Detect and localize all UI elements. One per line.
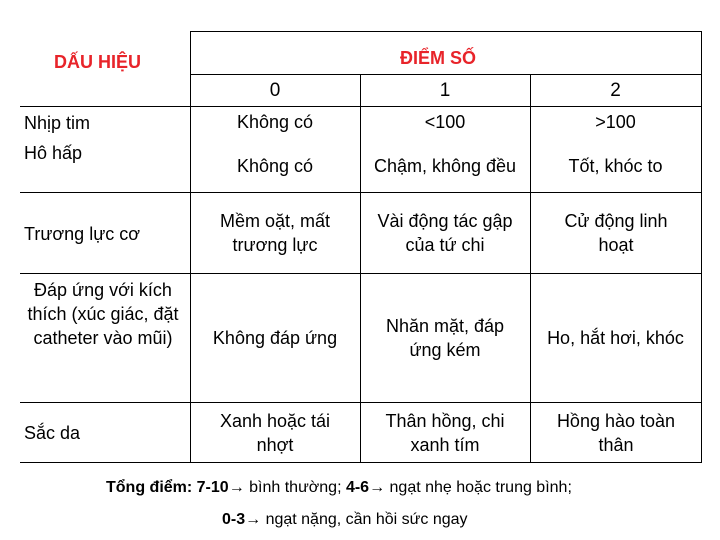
cell-skin-2: Hồng hào toàn thân (556, 410, 676, 455)
table-border-top (190, 31, 702, 32)
table-line-row1 (20, 106, 702, 107)
score-header-0: 0 (269, 80, 281, 101)
cell-tone-0: Mềm oặt, mất trương lực (219, 211, 331, 255)
desc-mild: ngạt nhẹ hoặc trung bình; (385, 479, 572, 496)
table-line-score-header (190, 74, 702, 75)
sign-reflex: Đáp ứng với kích thích (xúc giác, đặt catheter vào mũi) (27, 280, 179, 348)
cell-reflex-1: Nhăn mặt, đáp ứng kém (385, 316, 505, 360)
score-header-1: 1 (439, 80, 451, 101)
table-border-right (701, 31, 702, 463)
desc-normal: bình thường; (244, 479, 346, 496)
range-normal: 7-10 (196, 479, 229, 496)
range-severe: 0-3 (222, 511, 246, 528)
cell-reflex-0: Không đáp ứng (212, 328, 338, 348)
sign-heart-rate: Nhịp tim (24, 113, 91, 133)
range-mild: 4-6 (345, 479, 370, 496)
cell-skin-0: Xanh hoặc tái nhợt (219, 410, 331, 455)
sign-breathing: Hô hấp (24, 143, 83, 163)
arrow-icon: → (228, 479, 245, 496)
cell-heart-0: Không có (236, 112, 314, 132)
cell-heart-2: >100 (595, 112, 636, 132)
arrow-icon: → (369, 479, 386, 496)
cell-breath-2: Tốt, khóc to (568, 156, 663, 176)
cell-breath-0: Không có (236, 156, 314, 176)
cell-reflex-2: Ho, hắt hơi, khóc (547, 328, 684, 348)
cell-tone-2: Cử động linh hoạt (564, 211, 668, 255)
total-score-label: Tổng điểm: (106, 479, 197, 496)
total-score-line-2 (222, 511, 468, 529)
cell-skin-1: Thân hồng, chi xanh tím (385, 410, 505, 455)
arrow-icon: → (245, 511, 262, 528)
score-column-header: ĐIỂM SỐ (400, 48, 477, 68)
desc-severe: ngạt nặng, cần hồi sức ngay (261, 511, 468, 528)
table-border-bottom (20, 462, 702, 463)
sign-column-header: DẤU HIỆU (54, 52, 142, 72)
sign-muscle-tone: Trương lực cơ (24, 224, 141, 244)
sign-skin-color: Sắc da (24, 423, 81, 443)
cell-tone-1: Vài động tác gập của tứ chi (377, 211, 513, 255)
score-header-2: 2 (610, 80, 621, 101)
cell-heart-1: <100 (424, 112, 466, 132)
total-score-line-1 (106, 479, 572, 497)
cell-breath-1: Chậm, không đều (373, 156, 517, 176)
